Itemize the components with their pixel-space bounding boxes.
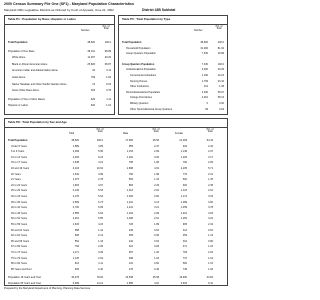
row-label: Population of Two or More Races [8, 97, 45, 101]
row-value: 0.46 [154, 267, 159, 271]
row-pct: 23.32 [217, 79, 224, 83]
row-value: 1,889 [72, 144, 79, 148]
row-value: 2.03 [208, 251, 213, 254]
row-label: Noninstitutionalized Population [126, 90, 161, 94]
row-pct: 100.0 [104, 41, 111, 44]
row-value: 1.03 [154, 256, 159, 260]
row-value: 14.21 [96, 282, 103, 285]
row-value: 2.38 [208, 183, 213, 187]
divider [5, 24, 115, 25]
row-value: 6.23 [98, 155, 103, 159]
row-value: 0.81 [208, 228, 213, 232]
row-value: 3.03 [208, 195, 213, 198]
table-p5-title: Table P5 : Total Population by Type [122, 17, 171, 21]
row-value: 749 [182, 267, 187, 271]
col-header: Female [175, 132, 183, 135]
row-label: 15 to 17 Years [11, 161, 27, 165]
row-value: 3,633 [180, 282, 187, 285]
row-value: 5.53 [98, 189, 103, 193]
row-value: 21,025 [179, 139, 187, 142]
row-value: 6.73 [98, 200, 103, 204]
row-value: 487 [128, 251, 133, 254]
row-pct: 1.61 [106, 104, 111, 108]
row-value: 1,459 [180, 206, 187, 210]
row-label: 80 to 84 Years [11, 262, 27, 266]
row-label: American Indian and Alaska Native Alone [12, 69, 58, 73]
row-label: 21 Years [11, 178, 21, 182]
row-value: 558 [74, 228, 79, 232]
row-value: 5.85 [98, 217, 103, 221]
row-value: 43.84 [206, 276, 213, 280]
row-value: 1,210 [126, 200, 133, 204]
row-value: 1,006 [126, 195, 133, 198]
row-value: 1,135 [72, 256, 79, 260]
divider [119, 24, 228, 25]
row-number: 38,620 [200, 41, 208, 44]
row-value: 1.19 [208, 234, 213, 238]
row-value: 3.21 [154, 206, 159, 210]
row-pct: 29.25 [104, 56, 111, 60]
row-value: 10.62 [96, 167, 103, 170]
row-value: 0.60 [154, 262, 159, 266]
row-value: 231 [128, 262, 133, 266]
row-value: 5,489 [72, 282, 79, 285]
row-value: 2.14 [98, 234, 103, 238]
row-value: 4.81 [154, 282, 159, 285]
row-label: Total Population [8, 139, 28, 142]
row-value: 1,542 [72, 172, 79, 176]
row-label: Under 5 Years [11, 144, 27, 148]
row-value: 1.22 [208, 245, 213, 249]
row-value: 0.80 [208, 239, 213, 243]
row-value: 955 [128, 144, 133, 148]
row-value: 1.43 [98, 239, 103, 243]
row-number: 4,330 [201, 90, 208, 94]
row-number: 43 [92, 69, 95, 73]
row-label: White Alone [12, 56, 26, 60]
row-label: Total Population [122, 41, 142, 44]
row-value: 2.78 [98, 178, 103, 182]
row-value: 5.95 [98, 150, 103, 154]
row-number: 1,709 [201, 79, 208, 83]
row-value: 0.63 [154, 228, 159, 232]
row-value: 1,153 [126, 150, 133, 154]
row-value: 1,008 [126, 217, 133, 221]
row-value: 4.01 [98, 161, 103, 165]
row-value: 2.11 [98, 262, 103, 266]
row-value: 3.17 [208, 155, 213, 159]
row-value: 520 [182, 178, 187, 182]
row-value: 245 [128, 228, 133, 232]
row-value: 1.94 [208, 267, 213, 271]
col-header: Pct. of Total [206, 128, 214, 134]
row-number: 620 [90, 104, 95, 108]
row-value: 1.44 [98, 228, 103, 232]
row-value: 3.78 [208, 206, 213, 210]
row-value: 1.43 [154, 178, 159, 182]
row-value: 905 [182, 223, 187, 226]
col-header-number: Number [81, 29, 90, 32]
row-label: 18 and 19 Years [11, 167, 30, 170]
row-value: 45.56 [152, 139, 159, 142]
row-value: 471 [182, 245, 187, 249]
row-value: 1,898 [126, 167, 133, 170]
row-pct: 100.0 [217, 41, 224, 44]
row-value: 38,620 [71, 139, 79, 142]
row-value: 2,205 [180, 167, 187, 170]
row-value: 1.91 [208, 256, 213, 260]
row-number: 69 [205, 107, 208, 111]
row-value: 776 [182, 172, 187, 176]
row-value: 883 [128, 183, 133, 187]
row-value: 2,406 [72, 155, 79, 159]
row-label: Group Quarters Population [122, 62, 155, 66]
row-value: 0.83 [154, 245, 159, 249]
row-value: 4,103 [72, 167, 79, 170]
row-pct: 40.93 [217, 68, 224, 72]
row-label: 75 to 79 Years [11, 256, 27, 260]
row-value: 2.42 [208, 144, 213, 148]
row-value: 2.34 [208, 223, 213, 226]
row-pct: 0.00 [219, 102, 224, 105]
row-value: 3.06 [154, 155, 159, 159]
page-subtitle: Maryland 2001 Legislative Districts as Ordered by Court of Appeals, June 21, 2002 [4, 8, 114, 12]
row-value: 3.60 [208, 200, 213, 204]
row-value: 552 [74, 239, 79, 243]
row-value: 1.89 [154, 223, 159, 226]
row-value: 3.24 [208, 217, 213, 221]
row-value: 2,178 [72, 195, 79, 198]
row-value: 790 [182, 161, 187, 165]
row-value: 313 [182, 228, 187, 232]
row-value: 5.64 [98, 195, 103, 198]
row-value: 9.41 [208, 282, 213, 285]
row-number: 709 [90, 76, 95, 79]
row-value: 934 [182, 144, 187, 148]
row-value: 1,253 [180, 217, 187, 221]
col-header: Pct. of Total [96, 128, 104, 134]
row-value: 2.01 [208, 172, 213, 176]
row-value: 1,271 [72, 251, 79, 254]
row-label: Native Hawaiian and Other Pacific Islander Alone [12, 82, 67, 86]
row-pct: 81.02 [217, 46, 224, 50]
row-value: 2.99 [154, 150, 159, 154]
row-value: 1,123 [180, 189, 187, 193]
row-value: 582 [182, 262, 187, 266]
row-value: 1,013 [126, 189, 133, 193]
row-value: 813 [74, 262, 79, 266]
table-p1 [4, 15, 115, 115]
row-value: 3.99 [98, 172, 103, 176]
row-value: 1,181 [126, 155, 133, 159]
row-number: 4,261 [201, 96, 208, 100]
row-value: 54.44 [206, 139, 213, 142]
row-label: Some Other Race Alone [12, 89, 39, 93]
row-pct: 0.03 [106, 82, 111, 86]
row-pct: 0.78 [106, 89, 111, 93]
col-header: Male [123, 132, 129, 135]
row-number: 7,330 [201, 62, 208, 66]
row-value: 1,154 [126, 211, 133, 215]
row-value: 758 [128, 161, 133, 165]
row-value: 1.26 [154, 251, 159, 254]
row-pct: 0.94 [219, 107, 224, 111]
row-number: 429 [90, 97, 95, 101]
row-label: 40 to 44 Years [11, 206, 27, 210]
row-value: 1,073 [72, 178, 79, 182]
row-label: Population of One Race [8, 49, 35, 53]
row-value: 1.35 [208, 178, 213, 182]
row-label: 22 to 24 Years [11, 183, 27, 187]
row-value: 398 [128, 256, 133, 260]
row-value: 2.40 [98, 267, 103, 271]
row-value: 2,700 [72, 206, 79, 210]
row-label: Group Quarters Population [126, 52, 156, 56]
row-pct: 16.23 [217, 74, 224, 77]
row-value: 1,241 [126, 206, 133, 210]
row-label: Hispanic or Latino [8, 104, 29, 108]
row-value: 1,803 [72, 183, 79, 187]
row-value: 2.05 [98, 245, 103, 249]
row-value: 322 [128, 245, 133, 249]
row-value: 920 [182, 183, 187, 187]
row-value: 1,225 [180, 155, 187, 159]
row-label: Other Institutions [130, 85, 149, 89]
row-value: 30,478 [71, 276, 79, 280]
row-number: 3,000 [201, 68, 208, 72]
col-header: Pct. of Total [152, 128, 160, 134]
row-pct: 1.38 [219, 85, 224, 89]
row-number: 303 [90, 89, 95, 93]
page-title: 2000 Census Summary File One (SF1) - Maryland Population Characteristics [4, 2, 135, 6]
row-pct: 0.11 [106, 69, 111, 73]
row-value: 2.91 [208, 189, 213, 193]
row-label: Correctional Institutions [130, 74, 157, 77]
row-label: 85 Years and Over [11, 267, 32, 271]
district-label: District 43B Subtotal [142, 8, 176, 12]
col-header-number: Number [194, 29, 203, 32]
row-value: 16,930 [179, 276, 187, 280]
row-number: 11,297 [87, 56, 95, 60]
row-value: 310 [182, 239, 187, 243]
row-number: 0 [206, 102, 208, 105]
row-value: 1,146 [180, 150, 187, 154]
row-number: 31,290 [200, 46, 208, 50]
row-value: 3.63 [208, 211, 213, 215]
row-pct: 18.98 [217, 52, 224, 56]
row-pct: 59.07 [217, 90, 224, 94]
row-label: 70 to 74 Years [11, 251, 27, 254]
row-label: 30 to 34 Years [11, 195, 27, 198]
row-value: 242 [128, 239, 133, 243]
row-value: 1,856 [126, 282, 133, 285]
divider [5, 127, 228, 128]
row-label: Military Quarters [130, 102, 149, 105]
row-number: 38,191 [87, 49, 95, 53]
row-pct: 98.89 [104, 49, 111, 53]
row-value: 4.67 [98, 183, 103, 187]
row-value: 728 [128, 223, 133, 226]
row-value: 6.99 [98, 206, 103, 210]
row-label: 55 to 59 Years [11, 223, 27, 226]
row-value: 176 [128, 267, 133, 271]
row-label: 5 to 9 Years [11, 150, 25, 154]
row-pct: 58.13 [217, 96, 224, 100]
row-value: 6.62 [98, 211, 103, 215]
row-value: 2,261 [72, 217, 79, 221]
table-p8-title: Table P8 : Total Population by Sex and Age [8, 120, 67, 124]
row-value: 17,595 [125, 139, 133, 142]
row-value: 4.23 [98, 223, 103, 226]
row-label: Household Population [126, 46, 151, 50]
row-value: 2.94 [98, 256, 103, 260]
row-number: 38,620 [87, 41, 95, 44]
row-pct: 1.84 [106, 76, 111, 79]
row-number: 1,190 [201, 74, 208, 77]
row-value: 0.63 [154, 239, 159, 243]
row-label: Population 65 Years and Over [8, 282, 42, 285]
row-value: 5.71 [208, 167, 213, 170]
row-label: Asian Alone [12, 76, 26, 79]
row-value: 3.29 [98, 251, 103, 254]
footer-note: Prepared by the Maryland Department of Planning, Planning Data Services [4, 287, 91, 290]
row-label: Population 18 Years and Over [8, 276, 42, 280]
row-label: 65 and 66 Years [11, 239, 30, 243]
row-value: 766 [128, 172, 133, 176]
row-pct: 1.11 [106, 97, 111, 101]
row-value: 1,172 [180, 195, 187, 198]
row-value: 737 [182, 256, 187, 260]
row-value: 1.96 [154, 161, 159, 165]
row-value: 1,633 [72, 223, 79, 226]
row-label: 45 to 49 Years [11, 211, 27, 215]
row-number: 25,826 [87, 62, 95, 66]
row-value: 2.29 [154, 183, 159, 187]
row-label: Nursing Homes [130, 79, 148, 83]
row-value: 369 [128, 234, 133, 238]
row-value: 13,548 [125, 276, 133, 280]
row-value: 4.89 [98, 144, 103, 148]
row-label: 62 to 64 Years [11, 234, 27, 238]
row-label: Other Noninstitutional Group Quarters [130, 107, 173, 111]
row-pct: 100.0 [217, 62, 224, 66]
row-value: 1,548 [72, 161, 79, 165]
row-value: 1,401 [180, 211, 187, 215]
row-value: 1.51 [208, 262, 213, 266]
row-label: College Dormitories [130, 96, 152, 100]
row-label: 10 to 14 Years [11, 155, 27, 159]
col-header-pct: Pct. of Total [102, 25, 110, 31]
row-label: 67 to 69 Years [11, 245, 27, 249]
row-label: 35 to 39 Years [11, 200, 27, 204]
row-value: 2.97 [208, 150, 213, 154]
row-value: 2.47 [154, 144, 159, 148]
table-p8 [4, 118, 228, 286]
row-value: 2.05 [208, 161, 213, 165]
row-value: 2,555 [72, 211, 79, 215]
row-value: 2,136 [72, 189, 79, 193]
row-label: 50 to 54 Years [11, 217, 27, 221]
row-label: Total Population [8, 41, 28, 44]
row-value: 2.62 [154, 189, 159, 193]
row-value: 4.91 [154, 167, 159, 170]
row-value: 3.13 [154, 200, 159, 204]
row-label: 20 Years [11, 172, 21, 176]
row-number: 7,330 [201, 52, 208, 56]
row-number: 13 [92, 82, 95, 86]
row-value: 1.98 [154, 172, 159, 176]
row-number: 101 [203, 85, 208, 89]
row-value: 793 [74, 245, 79, 249]
row-value: 553 [128, 178, 133, 182]
row-value: 2.99 [154, 211, 159, 215]
col-header: Total [69, 132, 75, 135]
row-value: 2.60 [154, 195, 159, 198]
table-p5 [118, 15, 228, 115]
row-label: 25 to 29 Years [11, 189, 27, 193]
row-pct: 66.87 [104, 62, 111, 66]
row-label: Black or African American Alone [12, 62, 48, 66]
row-label: 60 and 61 Years [11, 228, 30, 232]
row-value: 2.61 [154, 217, 159, 221]
row-value: 459 [182, 234, 187, 238]
row-value: 2,299 [72, 150, 79, 154]
row-value: 0.96 [154, 234, 159, 238]
row-value: 925 [74, 267, 79, 271]
col-header-pct: Pct. of Total [215, 25, 223, 31]
row-value: 1,389 [180, 200, 187, 204]
row-value: 78.92 [96, 276, 103, 280]
row-value: 100.0 [96, 139, 103, 142]
table-p1-title: Table P1 : Population by Race, Hispanic or Latino [8, 17, 76, 21]
row-label: Institutionalized Population [126, 68, 156, 72]
row-value: 828 [74, 234, 79, 238]
row-value: 2,599 [72, 200, 79, 204]
row-value: 35.08 [152, 276, 159, 280]
row-value: 784 [182, 251, 187, 254]
